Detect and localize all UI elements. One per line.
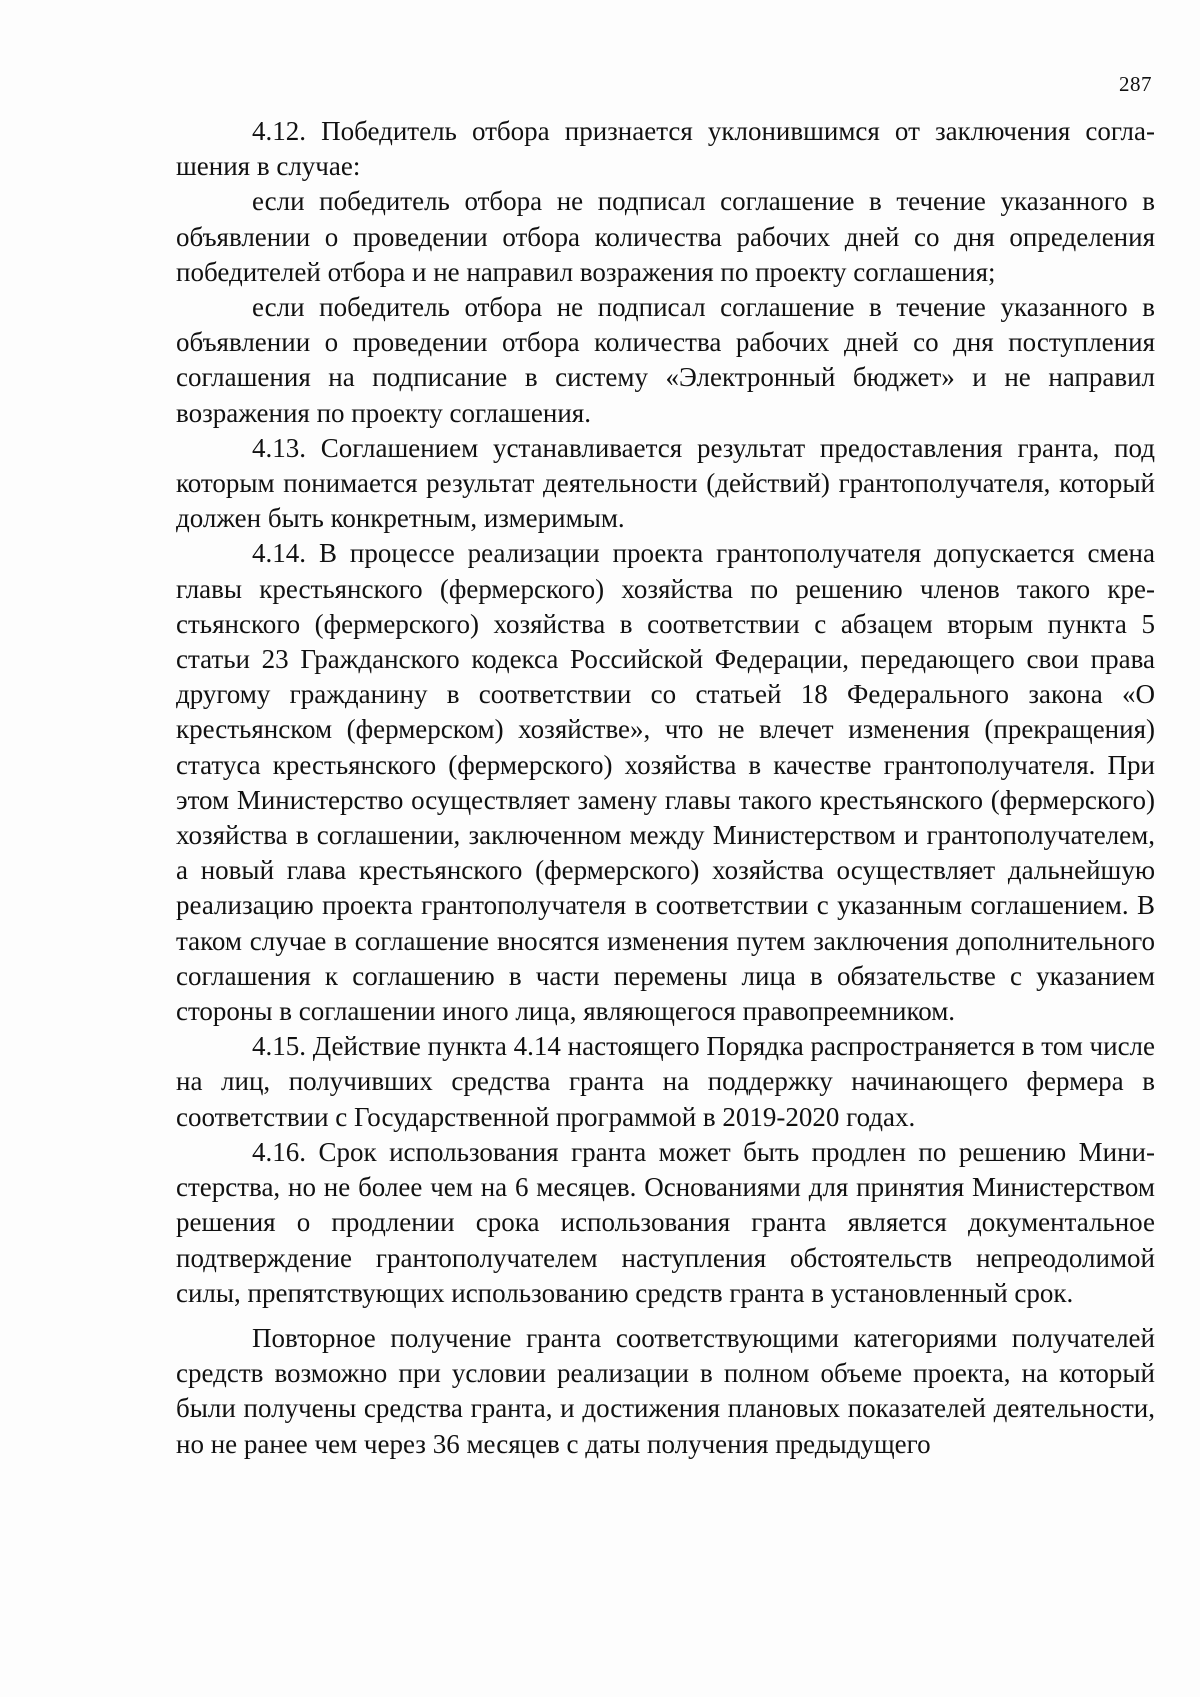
paragraph-4-12-case-1: если победитель отбора не подписал соглашение в течение указанного в объявлении о проведении отбора количества рабочих дней со дня определения победителей отбора и не направил возражения по проекту соглашения; bbox=[176, 186, 1155, 287]
paragraph-4-14: 4.14. В процессе реализации проекта грантополучателя допускается смена главы крестьянского (фермерского) хозяйства по решению членов такого крестьянского (фермерского) хозяйства в соответствии с абзацем вторым пункта 5 статьи 23 Гражданского кодекса Российской Федерации, передающего свои права другому гражданину в соответствии со статьей 18 Федерального закона «О крестьянском (фермерском) хозяйстве», что не влечет изменения (прекращения) статуса крестьянского (фермерского) хозяйства в качестве грантополучателя. При этом Министерство осуществляет замену главы такого крестьянского (фермерского) хозяйства в соглашении, заключенном между Министерством и грантополучателем, а новый глава крестьянского (фермерского) хозяйства осуществляет дальнейшую реализацию проекта грантополучателя в соответствии с указанным соглашением. В таком случае в соглашение вносятся изменения путем заключения дополнительного соглашения к соглашению в части перемены лица в обязательстве с указанием стороны в соглашении иного лица, являющегося правопреемником. bbox=[176, 538, 1155, 1027]
paragraph-4-15: 4.15. Действие пункта 4.14 настоящего Порядка распространяется в том числе на лиц, получивших средства гранта на поддержку начинающего фермера в соответствии с Государственной программой в 2019-2020 годах. bbox=[176, 1031, 1156, 1132]
document-body bbox=[176, 114, 1155, 1462]
paragraph-4-16: 4.16. Срок использования гранта может быть продлен по решению Министерства, но не более чем на 6 месяцев. Основаниями для принятия Министерством решения о продлении срока использования гранта является документальное подтверждение грантополучателем наступления обстоятельств непреодолимой силы, препятствующих использованию средств гранта в установленный срок. bbox=[176, 1136, 1155, 1308]
paragraph-repeat-grant: Повторное получение гранта соответствующими категориями получателей средств возможно при условии реализации в полном объеме проекта, на который были получены средства гранта, и достижения плановых показателей деятельности, но не ранее чем через 36 месяцев с даты получения предыдущего bbox=[176, 1322, 1155, 1459]
paragraph-4-13: 4.13. Соглашением устанавливается результат предоставления гранта, под которым понимается результат деятельности (действий) грантополучателя, который должен быть конкретным, измеримым. bbox=[176, 432, 1155, 534]
page-number: 287 bbox=[1119, 72, 1152, 96]
paragraph-4-12: 4.12. Победитель отбора признается уклонившимся от заключения соглашения в случае: bbox=[176, 116, 1155, 182]
paragraph-4-12-case-2: если победитель отбора не подписал соглашение в течение указанного в объявлении о проведении отбора количества рабочих дней со дня поступления соглашения на подписание в систему «Электронный бюджет» и не направил возражения по проекту соглашения. bbox=[176, 292, 1155, 428]
